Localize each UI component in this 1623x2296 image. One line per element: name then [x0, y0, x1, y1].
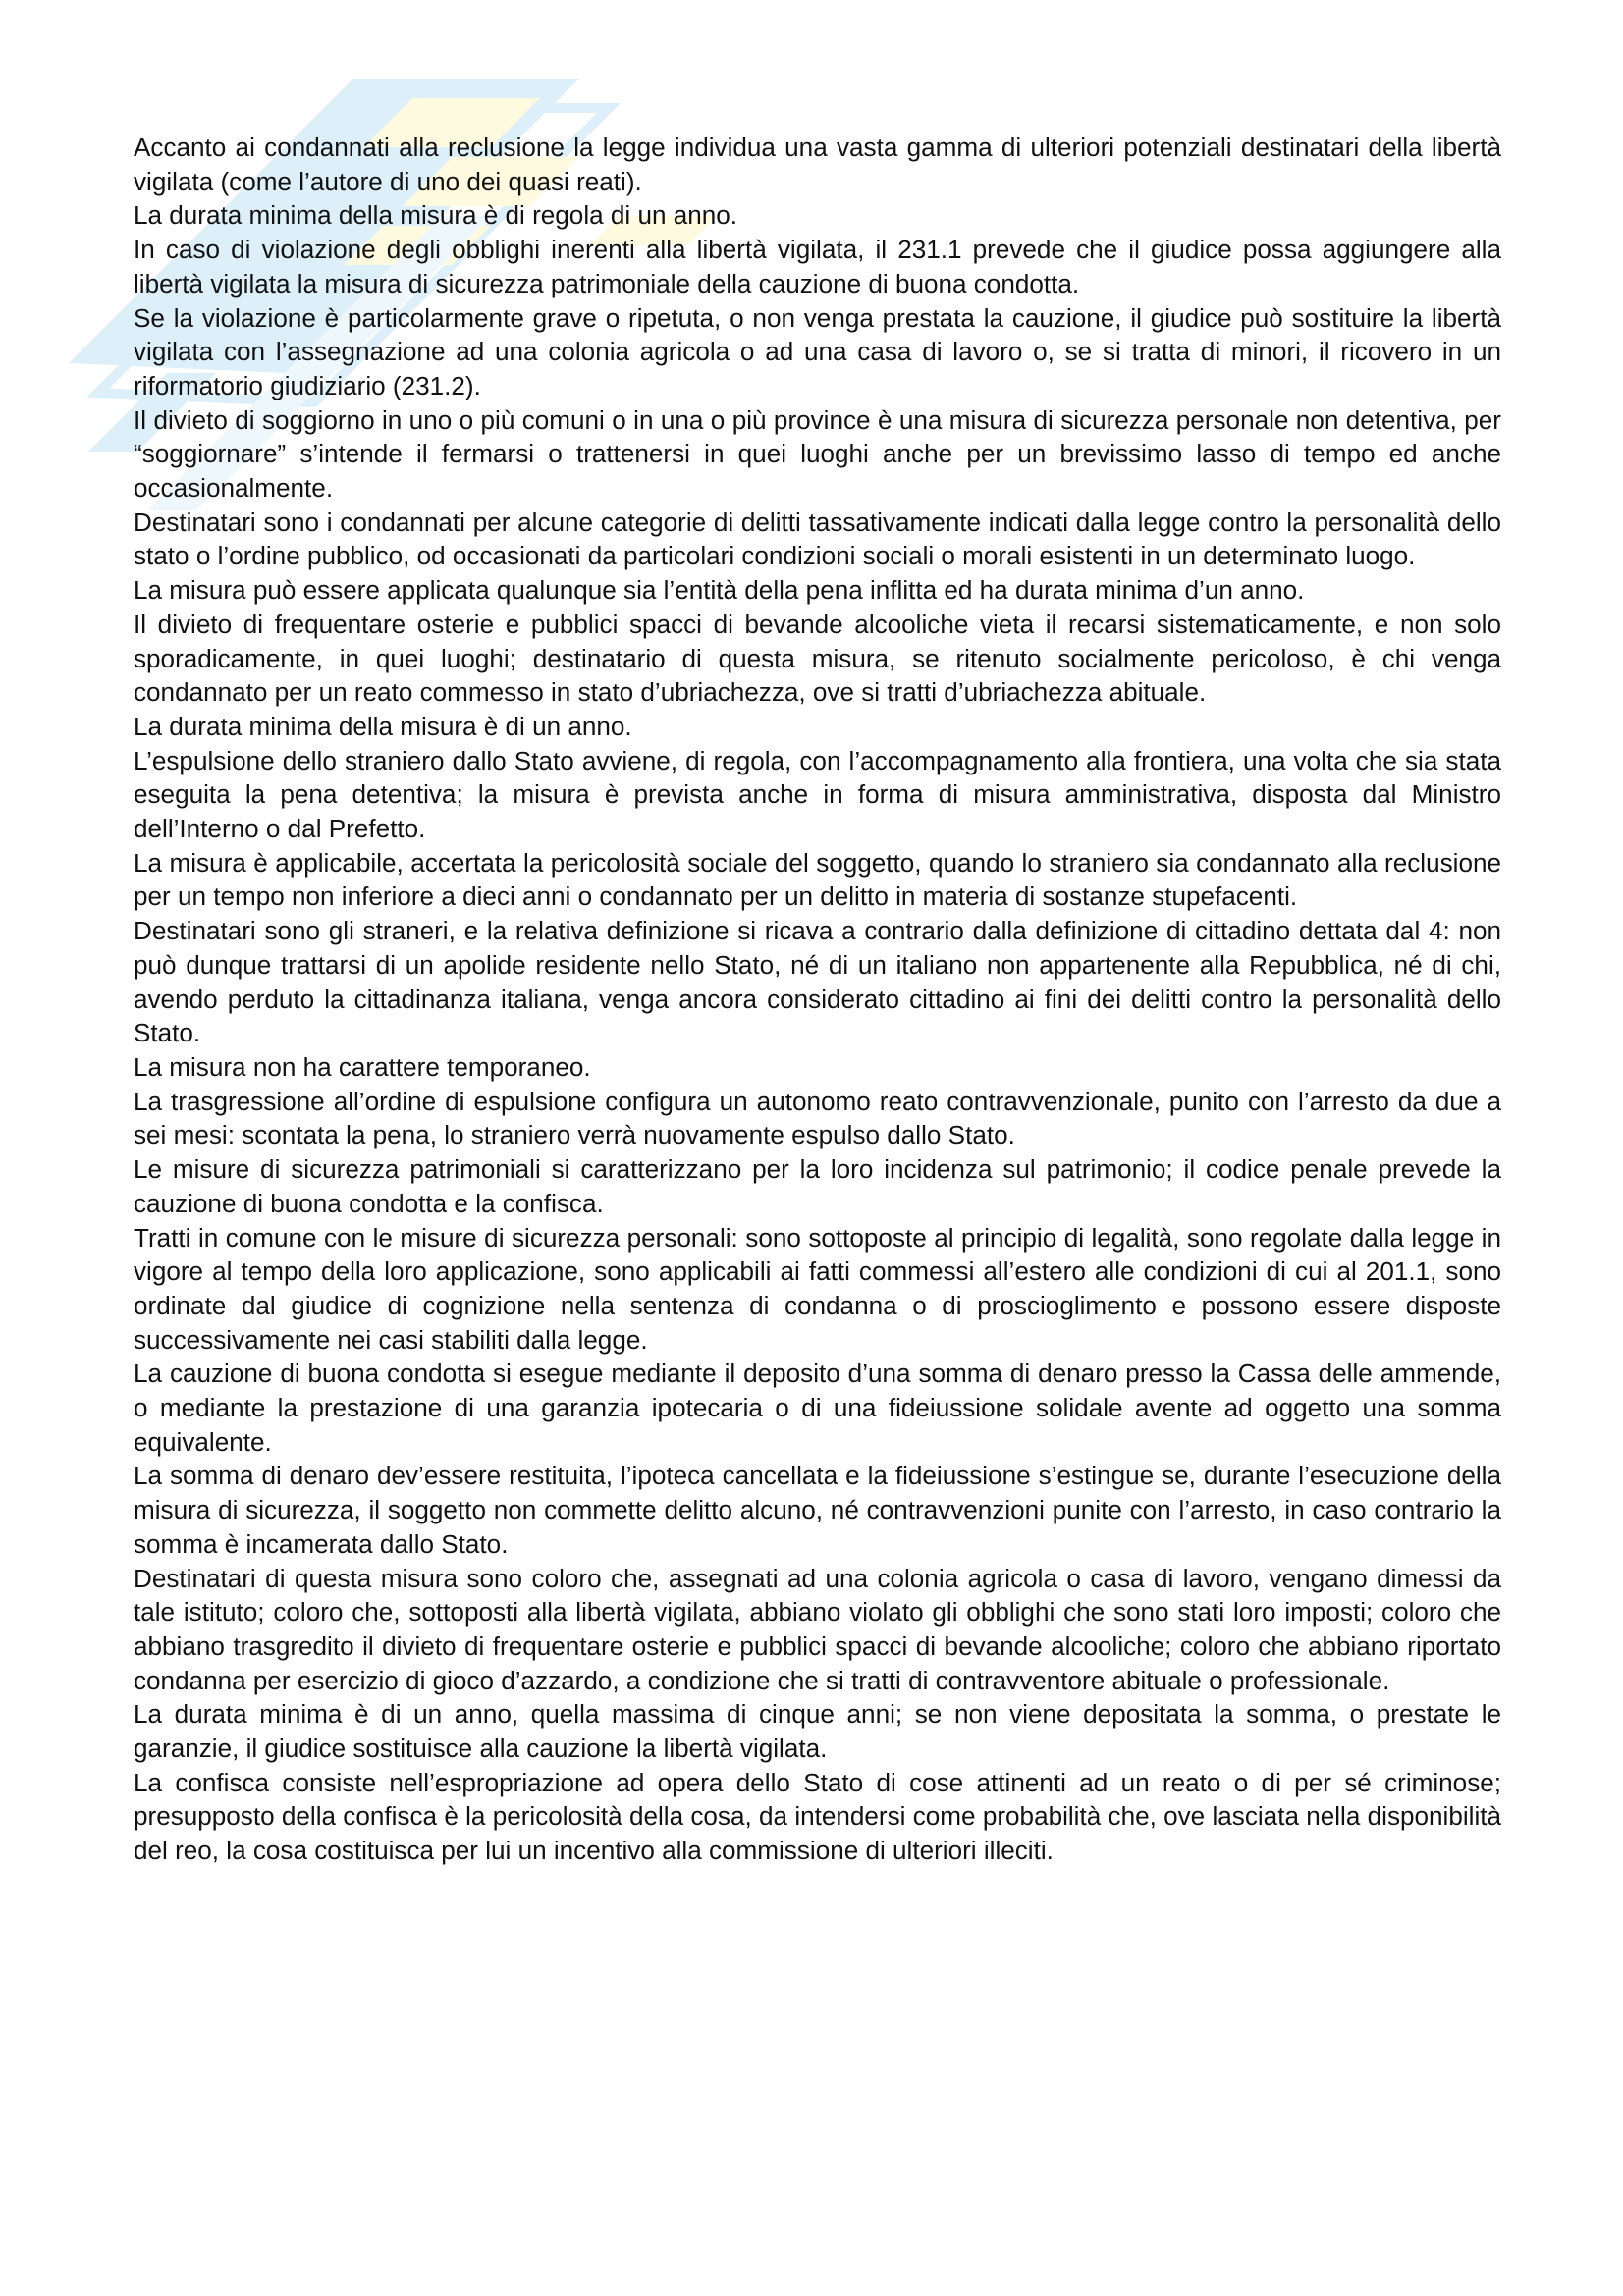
paragraph: La durata minima è di un anno, quella massima di cinque anni; se non viene depositata la somma, o prestate le garanzie, il giudice sostituisce alla cauzione la libertà vigilata.: [134, 1699, 1501, 1764]
paragraph: La durata minima della misura è di un anno.: [134, 711, 632, 741]
paragraph: Se la violazione è particolarmente grave o ripetuta, o non venga prestata la cauzione, il giudice può sostituire la libertà vigilata con l’assegnazione ad una colonia agricola o ad una casa di lavoro o, se si tratta di minori, il ricovero in un riformatorio giudiziario (231.2).: [134, 302, 1501, 400]
paragraph: L’espulsione dello straniero dallo Stato avviene, di regola, con l’accompagnamento alla frontiera, una volta che sia stata eseguita la pena detentiva; la misura è prevista anche in forma di misura amministrativa, disposta dal Ministro dell’Interno o dal Prefetto.: [134, 745, 1501, 844]
document-body: [134, 131, 1501, 1868]
paragraph: La trasgressione all’ordine di espulsione configura un autonomo reato contravvenzionale, punito con l’arresto da due a sei mesi: scontata la pena, lo straniero verrà nuovamente espulso dallo Stato.: [134, 1086, 1501, 1150]
paragraph: La durata minima della misura è di regola di un anno.: [134, 200, 738, 231]
paragraph: La misura non ha carattere temporaneo.: [134, 1051, 591, 1082]
paragraph: Destinatari di questa misura sono coloro che, assegnati ad una colonia agricola o casa di lavoro, vengano dimessi da tale istituto; coloro che, sottoposti alla libertà vigilata, abbiano violato gli obblighi che sono stati loro imposti; coloro che abbiano trasgredito il divieto di frequentare osterie e pubblici spacci di bevande alcooliche; coloro che abbiano riportato condanna per esercizio di gioco d’azzardo, a condizione che si tratti di contravventore abituale o professionale.: [134, 1563, 1501, 1695]
paragraph: Accanto ai condannati alla reclusione la legge individua una vasta gamma di ulteriori potenziali destinatari della libertà vigilata (come l’autore di uno dei quasi reati).: [134, 133, 1501, 196]
paragraph: La cauzione di buona condotta si esegue mediante il deposito d’una somma di denaro presso la Cassa delle ammende, o mediante la prestazione di una garanzia ipotecaria o di una fideiussione solidale avente ad oggetto una somma equivalente.: [134, 1359, 1501, 1457]
paragraph: Destinatari sono i condannati per alcune categorie di delitti tassativamente indicati dalla legge contro la personalità dello stato o l’ordine pubblico, od occasionati da particolari condizioni sociali o morali esistenti in un determinato luogo.: [134, 507, 1501, 571]
paragraph: La misura può essere applicata qualunque sia l’entità della pena inflitta ed ha durata minima d’un anno.: [134, 575, 1305, 606]
paragraph: Il divieto di soggiorno in uno o più comuni o in una o più province è una misura di sicurezza personale non detentiva, per “soggiornare” s’intende il fermarsi o trattenersi in quei luoghi anche per un brevissimo lasso di tempo ed anche occasionalmente.: [134, 404, 1501, 504]
paragraph: Tratti in comune con le misure di sicurezza personali: sono sottoposte al principio di legalità, sono regolate dalla legge in vigore al tempo della loro applicazione, sono applicabili ai fatti commessi all’estero alle condizioni di cui al 201.1, sono ordinate dal giudice di cognizione nella sentenza di condanna o di proscioglimento e possono essere disposte successivamente nei casi stabiliti dalla legge.: [134, 1222, 1501, 1355]
paragraph: La confisca consiste nell’espropriazione ad opera dello Stato di cose attinenti ad un reato o di per sé criminose; presupposto della confisca è la pericolosità della cosa, da intendersi come probabilità che, ove lasciata nella disponibilità del reo, la cosa costituisca per lui un incentivo alla commissione di ulteriori illeciti.: [134, 1767, 1501, 1866]
paragraph: In caso di violazione degli obblighi inerenti alla libertà vigilata, il 231.1 prevede che il giudice possa aggiungere alla libertà vigilata la misura di sicurezza patrimoniale della cauzione di buona condotta.: [134, 235, 1501, 298]
paragraph: La misura è applicabile, accertata la pericolosità sociale del soggetto, quando lo straniero sia condannato alla reclusione per un tempo non inferiore a dieci anni o condannato per un delitto in materia di sostanze stupefacenti.: [134, 847, 1501, 912]
paragraph: Le misure di sicurezza patrimoniali si caratterizzano per la loro incidenza sul patrimonio; il codice penale prevede la cauzione di buona condotta e la confisca.: [134, 1154, 1501, 1218]
paragraph: Destinatari sono gli straneri, e la relativa definizione si ricava a contrario dalla definizione di cittadino dettata dal 4: non può dunque trattarsi di un apolide residente nello Stato, né di un italiano non appartenente alla Repubblica, né di chi, avendo perduto la cittadinanza italiana, venga ancora considerato cittadino ai fini dei delitti contro la personalità dello Stato.: [134, 916, 1501, 1048]
paragraph: La somma di denaro dev’essere restituita, l’ipoteca cancellata e la fideiussione s’estingue se, durante l’esecuzione della misura di sicurezza, il soggetto non commette delitto alcuno, né contravvenzioni punite con l’arresto, in caso contrario la somma è incamerata dallo Stato.: [134, 1461, 1501, 1559]
paragraph: Il divieto di frequentare osterie e pubblici spacci di bevande alcooliche vieta il recarsi sistematicamente, e non solo sporadicamente, in quei luoghi; destinatario di questa misura, se ritenuto socialmente pericoloso, è chi venga condannato per un reato commesso in stato d’ubriachezza, ove si tratti d’ubriachezza abituale.: [134, 609, 1501, 708]
